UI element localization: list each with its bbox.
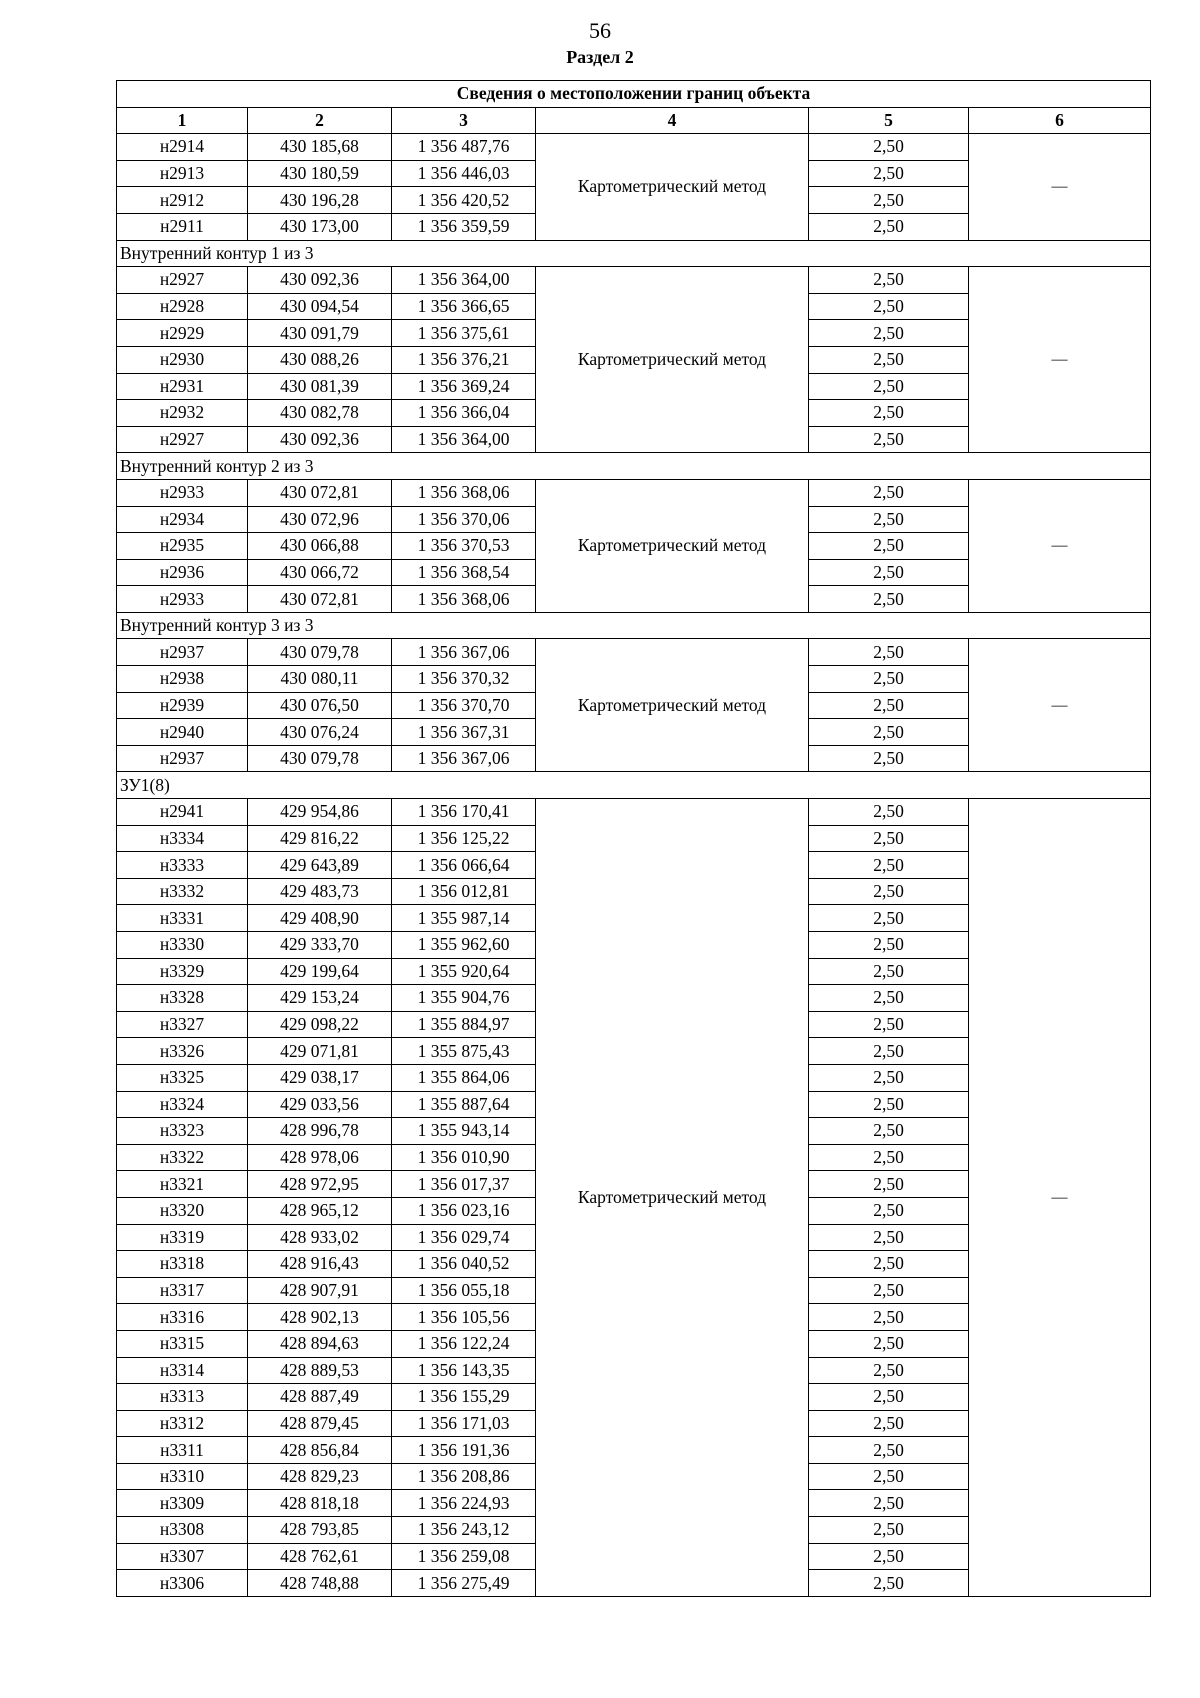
x-coordinate-cell: 429 408,90 [248,905,392,932]
point-name-cell: н2912 [117,187,248,214]
point-name-cell: н2928 [117,293,248,320]
accuracy-cell: 2,50 [809,479,969,506]
point-name-cell: н3319 [117,1224,248,1251]
y-coordinate-cell: 1 356 370,06 [392,506,536,533]
point-name-cell: н3315 [117,1330,248,1357]
y-coordinate-cell: 1 356 368,54 [392,559,536,586]
x-coordinate-cell: 430 185,68 [248,134,392,161]
accuracy-cell: 2,50 [809,160,969,187]
point-name-cell: н3306 [117,1570,248,1597]
x-coordinate-cell: 429 483,73 [248,878,392,905]
point-name-cell: н3332 [117,878,248,905]
point-name-cell: н2940 [117,719,248,746]
y-coordinate-cell: 1 356 367,06 [392,745,536,772]
x-coordinate-cell: 430 066,88 [248,533,392,560]
point-name-cell: н2939 [117,692,248,719]
accuracy-cell: 2,50 [809,825,969,852]
table-title: Сведения о местоположении границ объекта [117,81,1151,108]
accuracy-cell: 2,50 [809,666,969,693]
y-coordinate-cell: 1 356 191,36 [392,1437,536,1464]
point-name-cell: н3312 [117,1410,248,1437]
accuracy-cell: 2,50 [809,559,969,586]
x-coordinate-cell: 428 902,13 [248,1304,392,1331]
y-coordinate-cell: 1 356 364,00 [392,267,536,294]
table-row [117,134,1151,161]
y-coordinate-cell: 1 355 962,60 [392,932,536,959]
point-name-cell: н3323 [117,1118,248,1145]
y-coordinate-cell: 1 356 446,03 [392,160,536,187]
x-coordinate-cell: 429 643,89 [248,852,392,879]
y-coordinate-cell: 1 356 122,24 [392,1330,536,1357]
accuracy-cell: 2,50 [809,586,969,613]
point-name-cell: н2933 [117,586,248,613]
accuracy-cell: 2,50 [809,1304,969,1331]
accuracy-cell: 2,50 [809,1251,969,1278]
point-name-cell: н3329 [117,958,248,985]
accuracy-cell: 2,50 [809,1357,969,1384]
point-name-cell: н2938 [117,666,248,693]
y-coordinate-cell: 1 355 875,43 [392,1038,536,1065]
point-name-cell: н2937 [117,745,248,772]
x-coordinate-cell: 429 098,22 [248,1011,392,1038]
point-name-cell: н2927 [117,426,248,453]
point-name-cell: н3324 [117,1091,248,1118]
accuracy-cell: 2,50 [809,1410,969,1437]
contour-label-row [117,453,1151,480]
x-coordinate-cell: 430 180,59 [248,160,392,187]
point-name-cell: н3311 [117,1437,248,1464]
x-coordinate-cell: 429 038,17 [248,1064,392,1091]
x-coordinate-cell: 430 196,28 [248,187,392,214]
y-coordinate-cell: 1 356 364,00 [392,426,536,453]
method-cell: Картометрический метод [536,479,809,612]
point-name-cell: н3310 [117,1463,248,1490]
x-coordinate-cell: 428 856,84 [248,1437,392,1464]
point-name-cell: н2911 [117,213,248,240]
y-coordinate-cell: 1 355 987,14 [392,905,536,932]
accuracy-cell: 2,50 [809,1490,969,1517]
note-cell: — [969,639,1151,772]
x-coordinate-cell: 428 829,23 [248,1463,392,1490]
y-coordinate-cell: 1 355 920,64 [392,958,536,985]
accuracy-cell: 2,50 [809,320,969,347]
accuracy-cell: 2,50 [809,1463,969,1490]
x-coordinate-cell: 428 889,53 [248,1357,392,1384]
contour-label: ЗУ1(8) [117,772,1151,799]
x-coordinate-cell: 428 793,85 [248,1517,392,1544]
accuracy-cell: 2,50 [809,1224,969,1251]
accuracy-cell: 2,50 [809,506,969,533]
y-coordinate-cell: 1 356 023,16 [392,1197,536,1224]
accuracy-cell: 2,50 [809,1277,969,1304]
point-name-cell: н3333 [117,852,248,879]
x-coordinate-cell: 428 894,63 [248,1330,392,1357]
x-coordinate-cell: 430 092,36 [248,426,392,453]
column-header: 4 [536,107,809,134]
accuracy-cell: 2,50 [809,852,969,879]
point-name-cell: н2929 [117,320,248,347]
page-number: 56 [589,18,611,43]
note-cell: — [969,134,1151,240]
y-coordinate-cell: 1 356 125,22 [392,825,536,852]
x-coordinate-cell: 430 072,81 [248,586,392,613]
accuracy-cell: 2,50 [809,905,969,932]
table-row [117,799,1151,826]
column-header: 2 [248,107,392,134]
section-title: Раздел 2 [566,47,634,67]
point-name-cell: н3316 [117,1304,248,1331]
y-coordinate-cell: 1 356 029,74 [392,1224,536,1251]
contour-label: Внутренний контур 3 из 3 [117,612,1151,639]
y-coordinate-cell: 1 356 275,49 [392,1570,536,1597]
x-coordinate-cell: 430 094,54 [248,293,392,320]
y-coordinate-cell: 1 356 143,35 [392,1357,536,1384]
point-name-cell: н2937 [117,639,248,666]
point-name-cell: н3327 [117,1011,248,1038]
column-header: 1 [117,107,248,134]
x-coordinate-cell: 429 071,81 [248,1038,392,1065]
y-coordinate-cell: 1 356 368,06 [392,586,536,613]
method-cell: Картометрический метод [536,799,809,1597]
note-cell: — [969,267,1151,453]
x-coordinate-cell: 428 762,61 [248,1543,392,1570]
accuracy-cell: 2,50 [809,1118,969,1145]
y-coordinate-cell: 1 356 010,90 [392,1144,536,1171]
point-name-cell: н2913 [117,160,248,187]
accuracy-cell: 2,50 [809,426,969,453]
accuracy-cell: 2,50 [809,1543,969,1570]
y-coordinate-cell: 1 356 369,24 [392,373,536,400]
y-coordinate-cell: 1 356 055,18 [392,1277,536,1304]
accuracy-cell: 2,50 [809,1038,969,1065]
accuracy-cell: 2,50 [809,346,969,373]
y-coordinate-cell: 1 356 367,31 [392,719,536,746]
x-coordinate-cell: 430 173,00 [248,213,392,240]
contour-label: Внутренний контур 1 из 3 [117,240,1151,267]
table-row [117,479,1151,506]
note-cell: — [969,799,1151,1597]
method-cell: Картометрический метод [536,134,809,240]
x-coordinate-cell: 428 978,06 [248,1144,392,1171]
accuracy-cell: 2,50 [809,1330,969,1357]
y-coordinate-cell: 1 356 366,04 [392,400,536,427]
point-name-cell: н2927 [117,267,248,294]
x-coordinate-cell: 428 996,78 [248,1118,392,1145]
x-coordinate-cell: 430 072,81 [248,479,392,506]
table-title-row [117,81,1151,108]
y-coordinate-cell: 1 356 012,81 [392,878,536,905]
x-coordinate-cell: 429 033,56 [248,1091,392,1118]
accuracy-cell: 2,50 [809,533,969,560]
note-cell: — [969,479,1151,612]
point-name-cell: н2941 [117,799,248,826]
x-coordinate-cell: 428 972,95 [248,1171,392,1198]
accuracy-cell: 2,50 [809,692,969,719]
x-coordinate-cell: 430 079,78 [248,639,392,666]
y-coordinate-cell: 1 355 884,97 [392,1011,536,1038]
point-name-cell: н2930 [117,346,248,373]
y-coordinate-cell: 1 356 359,59 [392,213,536,240]
point-name-cell: н3325 [117,1064,248,1091]
accuracy-cell: 2,50 [809,134,969,161]
table-row [117,639,1151,666]
y-coordinate-cell: 1 356 170,41 [392,799,536,826]
point-name-cell: н2932 [117,400,248,427]
x-coordinate-cell: 428 879,45 [248,1410,392,1437]
point-name-cell: н3330 [117,932,248,959]
y-coordinate-cell: 1 356 017,37 [392,1171,536,1198]
accuracy-cell: 2,50 [809,267,969,294]
y-coordinate-cell: 1 356 224,93 [392,1490,536,1517]
x-coordinate-cell: 428 887,49 [248,1384,392,1411]
method-cell: Картометрический метод [536,639,809,772]
accuracy-cell: 2,50 [809,1197,969,1224]
x-coordinate-cell: 428 933,02 [248,1224,392,1251]
point-name-cell: н3326 [117,1038,248,1065]
y-coordinate-cell: 1 356 243,12 [392,1517,536,1544]
y-coordinate-cell: 1 356 155,29 [392,1384,536,1411]
x-coordinate-cell: 430 066,72 [248,559,392,586]
accuracy-cell: 2,50 [809,1384,969,1411]
point-name-cell: н3309 [117,1490,248,1517]
accuracy-cell: 2,50 [809,187,969,214]
accuracy-cell: 2,50 [809,719,969,746]
x-coordinate-cell: 430 076,24 [248,719,392,746]
accuracy-cell: 2,50 [809,213,969,240]
point-name-cell: н3314 [117,1357,248,1384]
accuracy-cell: 2,50 [809,799,969,826]
x-coordinate-cell: 430 082,78 [248,400,392,427]
point-name-cell: н3307 [117,1543,248,1570]
point-name-cell: н3308 [117,1517,248,1544]
boundary-coordinates-table [116,80,1151,1597]
x-coordinate-cell: 428 748,88 [248,1570,392,1597]
point-name-cell: н2934 [117,506,248,533]
table-body [117,134,1151,1597]
method-cell: Картометрический метод [536,267,809,453]
accuracy-cell: 2,50 [809,293,969,320]
x-coordinate-cell: 430 072,96 [248,506,392,533]
y-coordinate-cell: 1 355 864,06 [392,1064,536,1091]
point-name-cell: н3331 [117,905,248,932]
accuracy-cell: 2,50 [809,958,969,985]
point-name-cell: н2914 [117,134,248,161]
y-coordinate-cell: 1 356 208,86 [392,1463,536,1490]
x-coordinate-cell: 430 080,11 [248,666,392,693]
point-name-cell: н3313 [117,1384,248,1411]
point-name-cell: н3318 [117,1251,248,1278]
y-coordinate-cell: 1 356 367,06 [392,639,536,666]
y-coordinate-cell: 1 356 040,52 [392,1251,536,1278]
x-coordinate-cell: 428 916,43 [248,1251,392,1278]
y-coordinate-cell: 1 356 105,56 [392,1304,536,1331]
point-name-cell: н2936 [117,559,248,586]
accuracy-cell: 2,50 [809,1437,969,1464]
point-name-cell: н3320 [117,1197,248,1224]
column-header: 6 [969,107,1151,134]
x-coordinate-cell: 430 088,26 [248,346,392,373]
y-coordinate-cell: 1 356 375,61 [392,320,536,347]
accuracy-cell: 2,50 [809,400,969,427]
x-coordinate-cell: 428 965,12 [248,1197,392,1224]
y-coordinate-cell: 1 356 487,76 [392,134,536,161]
accuracy-cell: 2,50 [809,932,969,959]
point-name-cell: н2933 [117,479,248,506]
x-coordinate-cell: 429 954,86 [248,799,392,826]
point-name-cell: н3334 [117,825,248,852]
point-name-cell: н3321 [117,1171,248,1198]
point-name-cell: н2935 [117,533,248,560]
y-coordinate-cell: 1 355 943,14 [392,1118,536,1145]
y-coordinate-cell: 1 356 366,65 [392,293,536,320]
x-coordinate-cell: 429 816,22 [248,825,392,852]
point-name-cell: н3322 [117,1144,248,1171]
y-coordinate-cell: 1 356 376,21 [392,346,536,373]
x-coordinate-cell: 429 333,70 [248,932,392,959]
x-coordinate-cell: 430 092,36 [248,267,392,294]
accuracy-cell: 2,50 [809,373,969,400]
x-coordinate-cell: 429 199,64 [248,958,392,985]
y-coordinate-cell: 1 355 904,76 [392,985,536,1012]
x-coordinate-cell: 428 907,91 [248,1277,392,1304]
y-coordinate-cell: 1 356 368,06 [392,479,536,506]
accuracy-cell: 2,50 [809,878,969,905]
contour-label-row [117,612,1151,639]
point-name-cell: н3317 [117,1277,248,1304]
x-coordinate-cell: 430 091,79 [248,320,392,347]
y-coordinate-cell: 1 356 171,03 [392,1410,536,1437]
y-coordinate-cell: 1 356 259,08 [392,1543,536,1570]
accuracy-cell: 2,50 [809,745,969,772]
point-name-cell: н3328 [117,985,248,1012]
y-coordinate-cell: 1 356 420,52 [392,187,536,214]
contour-label-row [117,772,1151,799]
y-coordinate-cell: 1 356 066,64 [392,852,536,879]
x-coordinate-cell: 430 076,50 [248,692,392,719]
table-header-row [117,107,1151,134]
x-coordinate-cell: 428 818,18 [248,1490,392,1517]
column-header: 5 [809,107,969,134]
y-coordinate-cell: 1 356 370,53 [392,533,536,560]
accuracy-cell: 2,50 [809,1517,969,1544]
point-name-cell: н2931 [117,373,248,400]
accuracy-cell: 2,50 [809,1011,969,1038]
contour-label: Внутренний контур 2 из 3 [117,453,1151,480]
accuracy-cell: 2,50 [809,1064,969,1091]
accuracy-cell: 2,50 [809,985,969,1012]
y-coordinate-cell: 1 356 370,70 [392,692,536,719]
x-coordinate-cell: 429 153,24 [248,985,392,1012]
x-coordinate-cell: 430 079,78 [248,745,392,772]
contour-label-row [117,240,1151,267]
x-coordinate-cell: 430 081,39 [248,373,392,400]
y-coordinate-cell: 1 356 370,32 [392,666,536,693]
column-header: 3 [392,107,536,134]
table-row [117,267,1151,294]
accuracy-cell: 2,50 [809,1144,969,1171]
accuracy-cell: 2,50 [809,1570,969,1597]
accuracy-cell: 2,50 [809,1091,969,1118]
y-coordinate-cell: 1 355 887,64 [392,1091,536,1118]
accuracy-cell: 2,50 [809,1171,969,1198]
accuracy-cell: 2,50 [809,639,969,666]
